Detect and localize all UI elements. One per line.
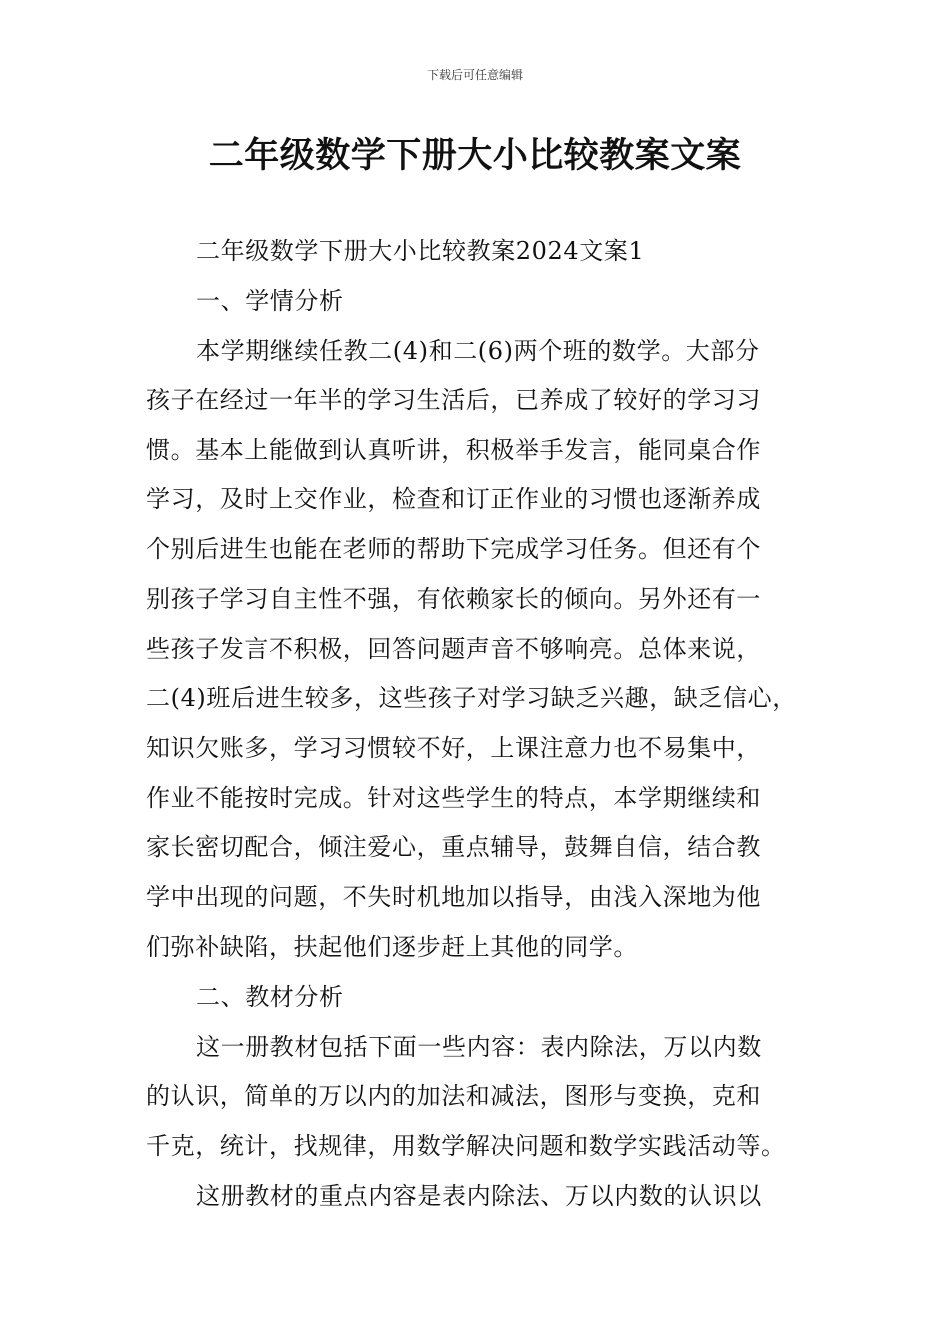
paragraph-line: 的认识，简单的万以内的加法和减法，图形与变换，克和 bbox=[146, 1082, 761, 1110]
paragraph-line: 学习，及时上交作业，检查和订正作业的习惯也逐渐养成 bbox=[146, 485, 761, 513]
paragraph-line: 惯。基本上能做到认真听讲，积极举手发言，能同桌合作 bbox=[146, 436, 761, 464]
paragraph-line: 千克，统计，找规律，用数学解决问题和数学实践活动等。 bbox=[146, 1132, 786, 1160]
paragraph-line: 个别后进生也能在老师的帮助下完成学习任务。但还有个 bbox=[146, 535, 761, 563]
section-heading: 一、学情分析 bbox=[196, 287, 344, 315]
paragraph-line: 二(4)班后进生较多，这些孩子对学习缺乏兴趣，缺乏信心， bbox=[146, 684, 797, 712]
paragraph-line: 家长密切配合，倾注爱心，重点辅导，鼓舞自信，结合教 bbox=[146, 833, 761, 861]
paragraph-line: 这册教材的重点内容是表内除法、万以内数的认识以 bbox=[196, 1182, 762, 1210]
section-heading: 二、教材分析 bbox=[196, 983, 344, 1011]
paragraph-line: 知识欠账多，学习习惯较不好，上课注意力也不易集中， bbox=[146, 734, 761, 762]
paragraph-line: 作业不能按时完成。针对这些学生的特点，本学期继续和 bbox=[146, 784, 761, 812]
paragraph-line: 别孩子学习自主性不强，有依赖家长的倾向。另外还有一 bbox=[146, 585, 761, 613]
paragraph-line: 学中出现的问题，不失时机地加以指导，由浅入深地为他 bbox=[146, 883, 761, 911]
document-title: 二年级数学下册大小比较教案文案 bbox=[208, 136, 742, 176]
paragraph-line: 孩子在经过一年半的学习生活后，已养成了较好的学习习 bbox=[146, 386, 761, 414]
paragraph-line: 些孩子发言不积极，回答问题声音不够响亮。总体来说， bbox=[146, 635, 761, 663]
document-subtitle: 二年级数学下册大小比较教案2024文案1 bbox=[196, 237, 645, 265]
paragraph-line: 这一册教材包括下面一些内容：表内除法，万以内数 bbox=[196, 1033, 762, 1061]
paragraph-line: 们弥补缺陷，扶起他们逐步赶上其他的同学。 bbox=[146, 933, 638, 961]
page-header-note: 下载后可任意编辑 bbox=[426, 68, 523, 82]
paragraph-line: 本学期继续任教二(4)和二(6)两个班的数学。大部分 bbox=[196, 337, 760, 365]
